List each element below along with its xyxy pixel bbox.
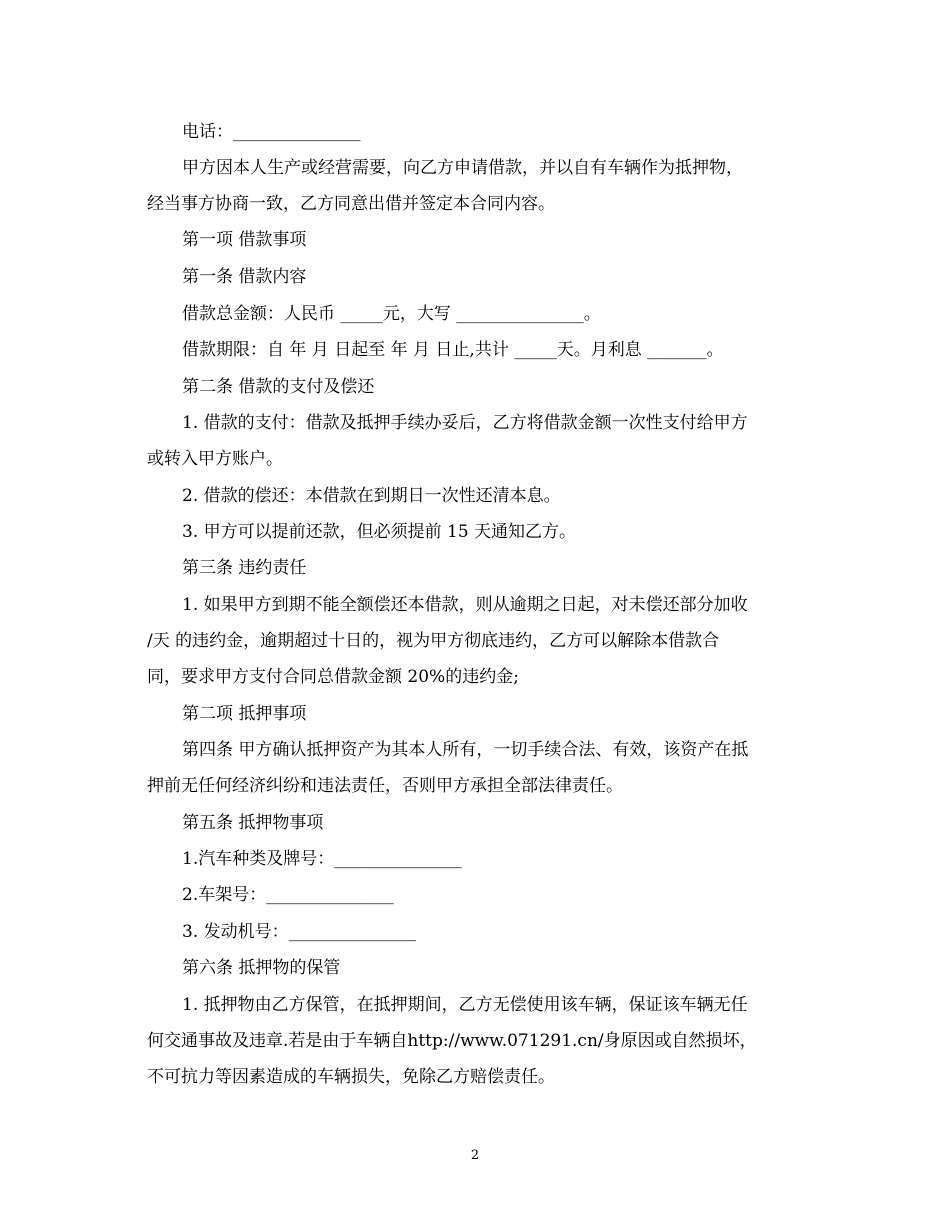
clause-line: 不可抗力等因素造成的车辆损失，免除乙方赔偿责任。: [147, 1067, 555, 1087]
article-heading: 第五条 抵押物事项: [182, 813, 324, 833]
loan-amount-line: 借款总金额：人民币 _____元，大写 _______________。: [182, 304, 601, 324]
clause-line: 同，要求甲方支付合同总借款金额 20%的违约金;: [147, 667, 519, 687]
article-heading: 第一条 借款内容: [182, 267, 307, 287]
phone-line: 电话：_______________: [182, 122, 361, 142]
article-heading: 第二条 借款的支付及偿还: [182, 377, 375, 397]
article-line: 第四条 甲方确认抵押资产为其本人所有，一切手续合法、有效，该资产在抵: [182, 740, 749, 760]
loan-term-line: 借款期限：自 年 月 日起至 年 月 日止,共计 _____天。月利息 _______。: [182, 340, 724, 360]
engine-number-line: 3. 发动机号：_______________: [182, 922, 417, 942]
clause-line: /天 的违约金，逾期超过十日的，视为甲方彻底违约，乙方可以解除本借款合: [147, 631, 720, 651]
article-heading: 第六条 抵押物的保管: [182, 958, 341, 978]
clause-line: 2. 借款的偿还：本借款在到期日一次性还清本息。: [182, 486, 561, 506]
page-number: 2: [470, 1148, 480, 1163]
section-heading: 第一项 借款事项: [182, 230, 307, 250]
paragraph-line: 甲方因本人生产或经营需要，向乙方申请借款，并以自有车辆作为抵押物，: [182, 158, 743, 178]
vehicle-type-line: 1.汽车种类及牌号：_______________: [182, 849, 462, 869]
clause-line: 或转入甲方账户。: [147, 449, 283, 469]
section-heading: 第二项 抵押事项: [182, 704, 307, 724]
article-line: 押前无任何经济纠纷和违法责任，否则甲方承担全部法律责任。: [147, 776, 623, 796]
clause-line: 3. 甲方可以提前还款，但必须提前 15 天通知乙方。: [182, 522, 577, 542]
clause-line: 1. 借款的支付：借款及抵押手续办妥后，乙方将借款金额一次性支付给甲方: [182, 413, 748, 433]
clause-line: 1. 抵押物由乙方保管，在抵押期间，乙方无偿使用该车辆，保证该车辆无任: [182, 995, 748, 1015]
clause-line: 1. 如果甲方到期不能全额偿还本借款，则从逾期之日起，对未偿还部分加收: [182, 595, 748, 615]
paragraph-line: 经当事方协商一致，乙方同意出借并签定本合同内容。: [147, 194, 555, 214]
article-heading: 第三条 违约责任: [182, 558, 307, 578]
frame-number-line: 2.车架号：_______________: [182, 885, 394, 905]
clause-line: 何交通事故及违章.若是由于车辆自http://www.071291.cn/身原因或自然损坏，: [147, 1031, 757, 1051]
